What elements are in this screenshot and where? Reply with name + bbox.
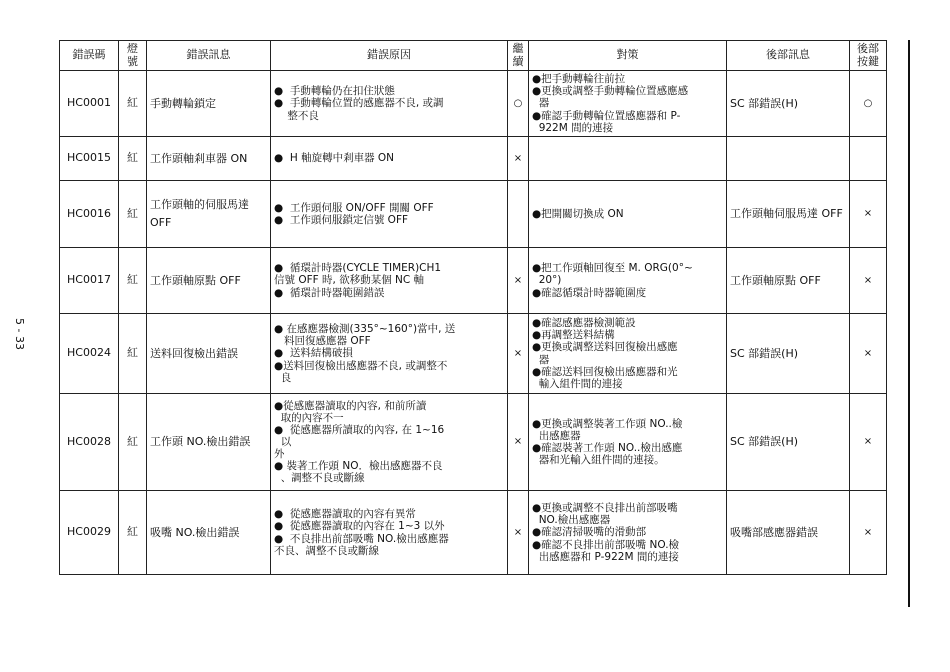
error-message-cell: 手動轉輪鎖定 <box>147 71 271 137</box>
error-cause-cell-line: ● 從感應器讀取的內容在 1~3 以外 <box>274 520 445 533</box>
error-cause-cell-line: ● 從感應器所讀取的內容, 在 1~16 <box>274 423 445 436</box>
action-cell-line: 器和光輸入組件間的連接。 <box>532 454 665 467</box>
table-row <box>60 181 887 248</box>
lamp-cell: 紅 <box>119 71 147 137</box>
error-message-cell: 工作頭軸原點 OFF <box>147 248 271 314</box>
lamp-cell: 紅 <box>119 394 147 491</box>
action-cell-line: ●確認感應器檢測範設 <box>532 317 636 330</box>
table-body <box>60 71 887 575</box>
error-cause-cell-line: ● 送料結構破損 <box>274 347 353 360</box>
action-cell <box>529 394 727 491</box>
action-cell <box>529 71 727 137</box>
action-cell <box>529 137 727 181</box>
error-cause-cell-line: ● 工作頭伺服鎖定信號 OFF <box>274 214 409 226</box>
continue-cell: × <box>508 314 529 394</box>
page-number: 5 - 33 <box>13 318 26 350</box>
action-cell-line: ●確認送料回復檢出感應器和光 <box>532 365 678 378</box>
error-cause-cell <box>271 314 508 394</box>
table-row <box>60 248 887 314</box>
action-cell-line: ●確認循環計時器範圍度 <box>532 286 647 299</box>
error-code-cell: HC0024 <box>60 314 119 394</box>
error-cause-cell-line: ● 在感應器檢測(335°~160°)當中, 送 <box>274 323 456 336</box>
back-message-cell: 工作頭軸原點 OFF <box>727 248 850 314</box>
action-cell-line: 器 <box>532 97 550 110</box>
back-key-cell: ○ <box>850 71 887 137</box>
action-cell <box>529 314 727 394</box>
back-message-cell: SC 部錯誤(H) <box>727 71 850 137</box>
error-cause-cell-line: ● 手動轉輪位置的感應器不良, 或調 <box>274 97 444 110</box>
back-message-cell: SC 部錯誤(H) <box>727 314 850 394</box>
error-cause-cell-line: ● 從感應器讀取的內容有異常 <box>274 508 416 521</box>
error-cause-cell-line: 信號 OFF 時, 欲移動某個 NC 軸 <box>274 274 425 287</box>
error-cause-cell-line: ● 手動轉輪仍在扣住狀態 <box>274 85 395 98</box>
action-cell-line: NO.檢出感應器 <box>532 514 611 527</box>
error-cause-cell-line: ● 工作頭伺服 ON/OFF 開關 OFF <box>274 201 434 214</box>
continue-cell: × <box>508 248 529 314</box>
error-cause-cell <box>271 491 508 575</box>
error-cause-cell <box>271 181 508 248</box>
table-row <box>60 137 887 181</box>
continue-cell: × <box>508 491 529 575</box>
back-message-cell: 吸嘴部感應器錯誤 <box>727 491 850 575</box>
action-cell <box>529 491 727 575</box>
action-cell-line: 出感應器 <box>532 429 581 442</box>
error-cause-cell-line: ● 循環計時器(CYCLE TIMER)CH1 <box>274 262 442 275</box>
action-cell-line: 20°) <box>532 274 562 287</box>
error-cause-cell <box>271 248 508 314</box>
back-key-cell <box>850 137 887 181</box>
error-cause-cell-line: ● 循環計時器範圍錯誤 <box>274 286 385 299</box>
action-cell-line: ●把手動轉輪往前拉 <box>532 73 626 86</box>
lamp-cell: 紅 <box>119 491 147 575</box>
back-key-cell: × <box>850 491 887 575</box>
table-row <box>60 491 887 575</box>
table-row <box>60 71 887 137</box>
error-cause-cell-line: 料回復感應器 OFF <box>274 335 371 348</box>
error-cause-cell-line: ●從感應器讀取的內容, 和前所讀 <box>274 399 427 412</box>
back-key-cell: × <box>850 181 887 248</box>
lamp-cell: 紅 <box>119 137 147 181</box>
action-cell <box>529 248 727 314</box>
error-message-cell: 工作頭軸剎車器 ON <box>147 137 271 181</box>
continue-cell: × <box>508 394 529 491</box>
back-key-cell: × <box>850 314 887 394</box>
error-code-cell: HC0015 <box>60 137 119 181</box>
header-continue: 繼續 <box>508 41 529 71</box>
action-cell-line: ●確認不良排出前部吸嘴 NO.檢 <box>532 538 680 551</box>
action-cell-line: ●更換或調整裝著工作頭 NO..檢 <box>532 417 683 430</box>
action-cell-line: ●更換或調整送料回復檢出感應 <box>532 341 678 354</box>
error-cause-cell-line: 外 <box>274 448 285 461</box>
action-cell-line: ●更換或調整不良排出前部吸嘴 <box>532 502 678 515</box>
error-code-cell: HC0017 <box>60 248 119 314</box>
action-cell-line: 器 <box>532 353 550 366</box>
error-code-cell: HC0029 <box>60 491 119 575</box>
error-cause-cell-line: ●送料回復檢出感應器不良, 或調整不 <box>274 359 448 372</box>
error-message-cell: 送料回復檢出錯誤 <box>147 314 271 394</box>
header-error-message: 錯誤訊息 <box>147 41 271 71</box>
error-code-cell: HC0028 <box>60 394 119 491</box>
action-cell-line: ●確認手動轉輪位置感應器和 P- <box>532 109 681 122</box>
error-code-table <box>59 40 887 575</box>
back-key-cell: × <box>850 248 887 314</box>
header-error-code: 錯誤碼 <box>60 41 119 71</box>
error-cause-cell-line: 不良、調整不良或斷線 <box>274 544 379 557</box>
error-cause-cell-line: 良 <box>274 371 292 384</box>
action-cell-line: ●確認清掃吸嘴的滑動部 <box>532 526 647 539</box>
error-cause-cell <box>271 71 508 137</box>
action-cell-line: 922M 間的連接 <box>532 121 614 134</box>
header-error-cause: 錯誤原因 <box>271 41 508 71</box>
error-cause-cell <box>271 394 508 491</box>
error-message-cell: 工作頭 NO.檢出錯誤 <box>147 394 271 491</box>
lamp-cell: 紅 <box>119 181 147 248</box>
action-cell-line: ●把開關切換成 ON <box>532 207 624 220</box>
header-back-message: 後部訊息 <box>727 41 850 71</box>
back-message-cell: SC 部錯誤(H) <box>727 394 850 491</box>
action-cell-line: ●把工作頭軸回復至 M. ORG(0°~ <box>532 262 693 275</box>
continue-cell: ○ <box>508 71 529 137</box>
header-back-key: 後部 按鍵 <box>850 41 887 71</box>
error-message-cell: 吸嘴 NO.檢出錯誤 <box>147 491 271 575</box>
back-message-cell: 工作頭軸伺服馬達 OFF <box>727 181 850 248</box>
table-row <box>60 394 887 491</box>
error-message-cell: 工作頭軸的伺服馬達 OFF <box>147 181 271 248</box>
header-row <box>60 41 887 71</box>
error-code-cell: HC0016 <box>60 181 119 248</box>
error-cause-cell-line: ● 裝著工作頭 NO．檢出感應器不良 <box>274 460 443 473</box>
action-cell-line: 出感應器和 P-922M 間的連接 <box>532 550 679 563</box>
header-action: 對策 <box>529 41 727 71</box>
back-key-cell: × <box>850 394 887 491</box>
error-cause-cell-line: 以 <box>274 435 292 448</box>
table-row <box>60 314 887 394</box>
error-cause-cell-line: ● H 軸旋轉中剎車器 ON <box>274 152 395 165</box>
action-cell-line: ●再調整送料結構 <box>532 329 615 342</box>
continue-cell: × <box>508 137 529 181</box>
action-cell-line: ●確認裝著工作頭 NO..檢出感應 <box>532 442 683 454</box>
back-message-cell <box>727 137 850 181</box>
error-cause-cell-line: 整不良 <box>274 109 319 122</box>
right-margin-rule <box>908 40 910 607</box>
error-cause-cell-line: ● 不良排出前部吸嘴 NO.檢出感應器 <box>274 532 449 545</box>
error-cause-cell-line: 取的內容不一 <box>274 411 344 424</box>
error-code-cell: HC0001 <box>60 71 119 137</box>
error-cause-cell <box>271 137 508 181</box>
continue-cell <box>508 181 529 248</box>
action-cell-line: 輸入組件間的連接 <box>532 377 623 390</box>
lamp-cell: 紅 <box>119 314 147 394</box>
header-lamp: 燈號 <box>119 41 147 71</box>
action-cell-line: ●更換或調整手動轉輪位置感應感 <box>532 85 689 98</box>
error-cause-cell-line: 、調整不良或斷線 <box>274 472 365 485</box>
action-cell <box>529 181 727 248</box>
lamp-cell: 紅 <box>119 248 147 314</box>
